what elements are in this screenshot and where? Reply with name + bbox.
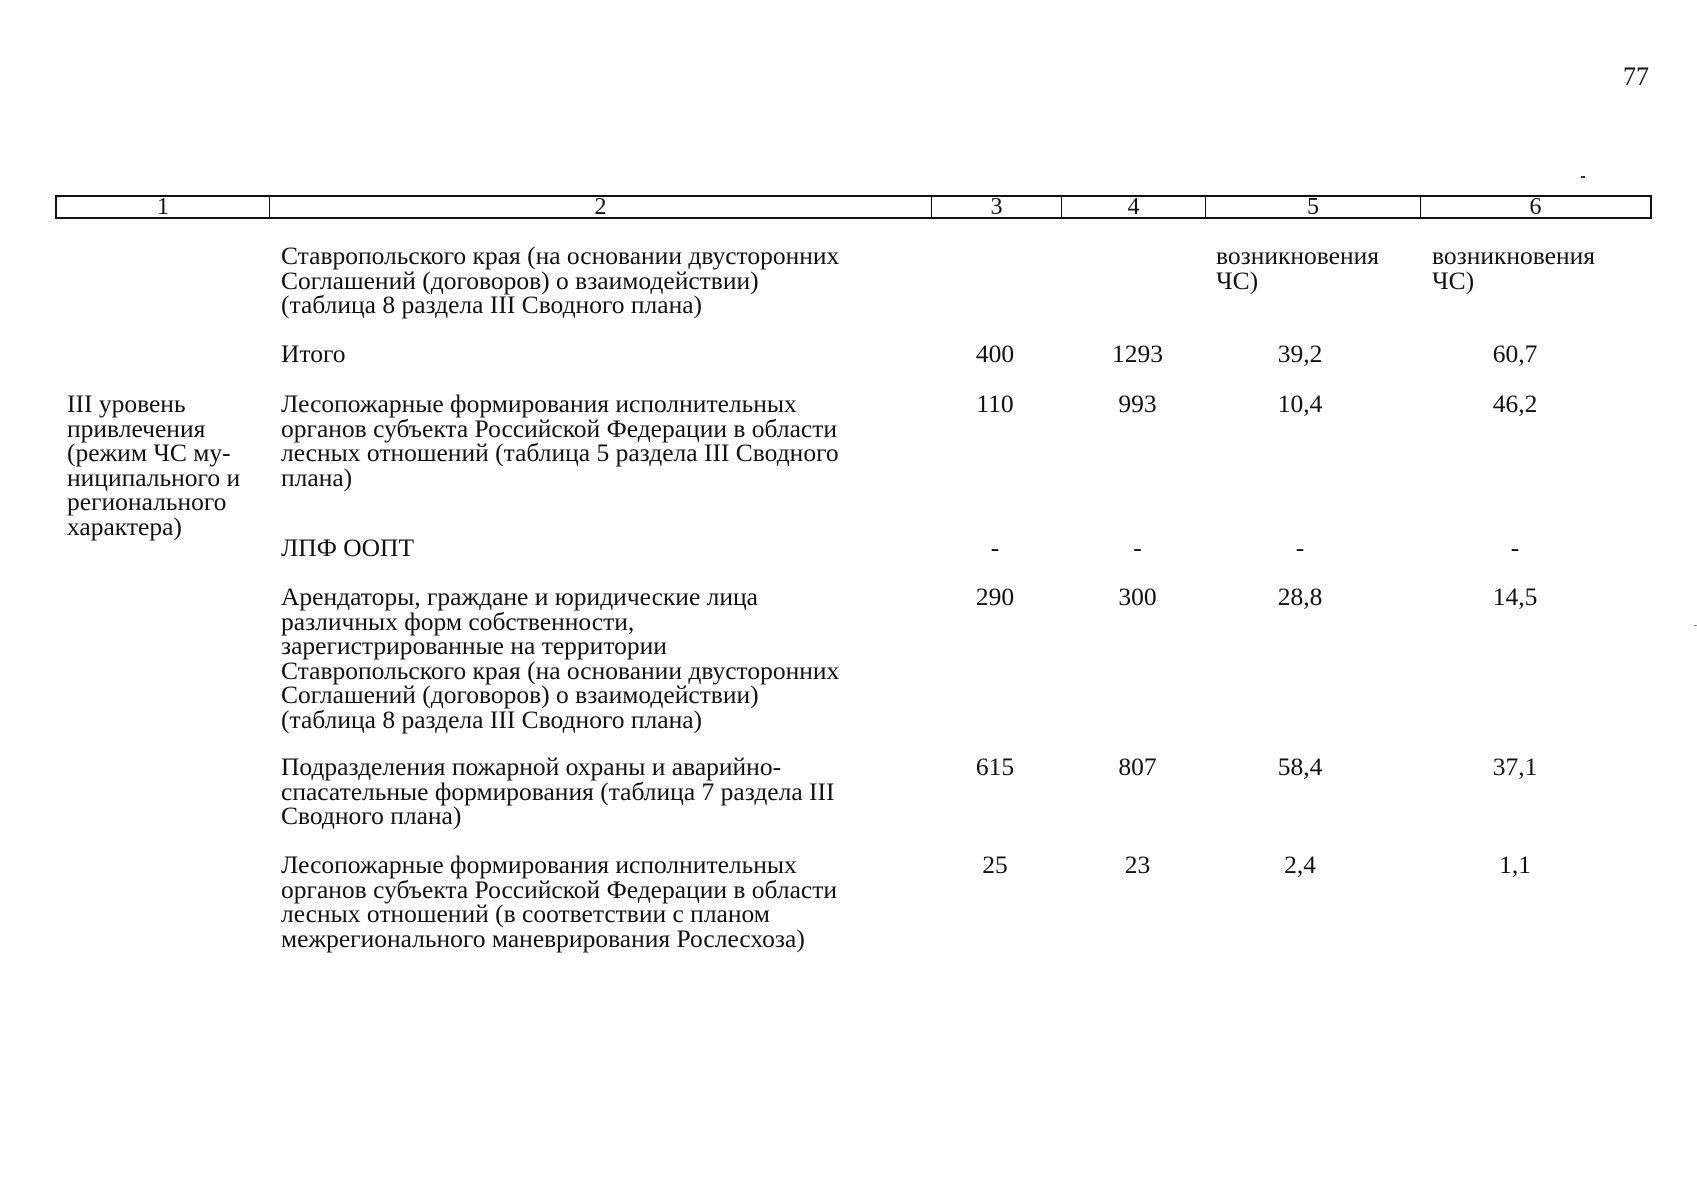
row-5-col4: 23 <box>1124 850 1151 879</box>
total-row-col3: 400 <box>975 339 1015 368</box>
column-number-2: 2 <box>270 197 932 217</box>
column-number-6: 6 <box>1529 197 1542 217</box>
row-5-col5: 2,4 <box>1284 850 1316 879</box>
row-1-col6: 46,2 <box>1492 389 1538 418</box>
column-number-4: 4 <box>1062 197 1206 217</box>
row-5-description: Лесопожарные формирования исполнительных органов субъекта Российской Федерации в области лесных отношений (в соответствии с планом межрегионального маневрирования Рослесхоза) <box>281 850 838 953</box>
row-2-col3: - <box>990 533 1000 562</box>
total-row-col4: 1293 <box>1112 339 1163 368</box>
row-3-col6: 14,5 <box>1492 582 1538 611</box>
continued-row-col5: возникновения ЧС) <box>1216 241 1379 295</box>
row-4-col5: 58,4 <box>1277 752 1323 781</box>
column-number-1: 1 <box>57 197 270 217</box>
row-1-col5: 10,4 <box>1277 389 1323 418</box>
continued-row-description: Ставропольского края (на основании двусторонних Соглашений (договоров) о взаимодействии) (таблица 8 раздела III Сводного плана) <box>281 241 840 319</box>
row-2-col6: - <box>1510 533 1520 562</box>
row-3-col5: 28,8 <box>1277 582 1323 611</box>
column-number-3: 3 <box>932 197 1062 217</box>
row-1-col3: 110 <box>976 389 1014 418</box>
column-number-5: 5 <box>1206 197 1421 217</box>
row-2-description: ЛПФ ООПТ <box>281 533 415 562</box>
row-4-col6: 37,1 <box>1492 752 1538 781</box>
row-4-col3: 615 <box>975 752 1015 781</box>
row-4-col4: 807 <box>1118 752 1157 781</box>
page-number: 77 <box>1623 62 1649 91</box>
total-row-label: Итого <box>281 339 346 368</box>
row-2-col5: - <box>1295 533 1305 562</box>
total-row-col6: 60,7 <box>1492 339 1538 368</box>
table-column-number-header <box>55 195 1652 219</box>
row-5-col3: 25 <box>982 850 1008 879</box>
row-3-col4: 300 <box>1118 582 1157 611</box>
row-3-col3: 290 <box>975 582 1015 611</box>
row-1-description: Лесопожарные формирования исполнительных органов субъекта Российской Федерации в области лесных отношений (таблица 5 раздела III Сводного плана) <box>281 389 839 492</box>
row-3-description: Арендаторы, граждане и юридические лица различных форм собственности, зарегистрированные на территории Ставропольского края (на основании двусторонних Соглашений (договоров) о взаимодействии) (таблица 8 раздела III Сводного плана) <box>281 582 840 734</box>
continued-row-col6: возникновения ЧС) <box>1432 241 1595 295</box>
row-4-description: Подразделения пожарной охраны и аварийно- спасательные формирования (таблица 7 раздела III Сводного плана) <box>281 752 835 830</box>
row-1-col4: 993 <box>1118 389 1157 418</box>
level-3-label: III уровень привлечения (режим ЧС му- ниципального и регионального характера) <box>67 389 241 541</box>
row-5-col6: 1,1 <box>1499 850 1531 879</box>
scan-mark <box>1581 176 1585 178</box>
row-2-col4: - <box>1133 533 1142 562</box>
total-row-col5: 39,2 <box>1277 339 1323 368</box>
